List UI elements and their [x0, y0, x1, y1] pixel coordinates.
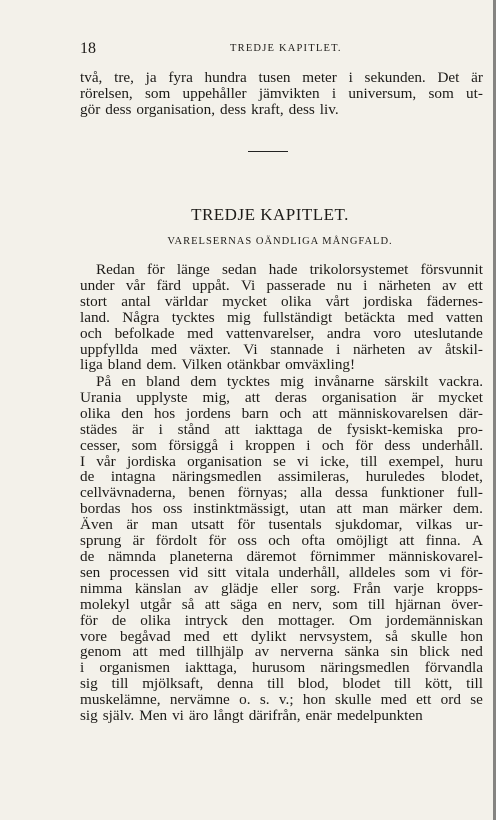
paragraph-1 — [80, 262, 483, 373]
chapter-subtitle: VARELSERNAS OÄNDLIGA MÅNGFALD. — [167, 236, 393, 247]
text-line: de intagna näringsmedlen assimileras, huruledes blodet, — [80, 468, 483, 486]
text-line: Redan för länge sedan hade trikolorsystemet försvunnit — [96, 261, 483, 278]
text-line: Även är man utsatt för tusentals sjukdomar, vilkas ur- — [80, 516, 483, 534]
text-line: städes är i stånd att iakttaga de fysiskt-kemiska pro- — [80, 420, 483, 438]
text-line: muskelämne, nervämne o. s. v.; hon skulle med ett ord se — [80, 691, 483, 709]
text-line: På en bland dem tycktes mig invånarne särskilt vackra. — [96, 373, 483, 390]
text-line: i organismen iakttaga, hurusom näringsmedlen förvandla — [80, 659, 483, 677]
page-header — [80, 42, 470, 58]
text-line: Urania upplyste mig, att deras organisation är mycket — [80, 388, 483, 406]
text-line: och befolkade med vattenvarelser, andra voro uteslutande — [80, 324, 483, 342]
text-line: genom att med tillhjälp av nerverna sänka sin blick ned — [80, 643, 483, 661]
section-divider — [248, 151, 288, 152]
text-line: cesser, som försiggå i kroppen i och för dess underhåll. — [80, 436, 483, 454]
top-paragraph — [80, 70, 483, 118]
text-line: sen processen vid sitt vitala underhåll, alldeles som vi för- — [80, 563, 483, 581]
text-line: de nämnda planeterna däremot förnimmer människovarel- — [80, 547, 483, 565]
text-line: olika den hos jordens barn och att människovarelsen där- — [80, 404, 483, 422]
chapter-title: TREDJE KAPITLET. — [191, 205, 349, 224]
text-line: nimma känslan av glädje eller sorg. Från varje kropps- — [80, 579, 483, 597]
page-number: 18 — [80, 40, 96, 57]
text-line: sig till mjölksaft, denna till blod, blodet till kött, till — [80, 675, 483, 693]
text-line: rörelsen, som uppehåller jämvikten i universum, som ut- — [80, 84, 483, 102]
text-line: molekyl utgår så att säga en nerv, som till hjärnan över- — [80, 595, 483, 613]
text-line: bordas hos oss instinktmässigt, utan att man märker dem. — [80, 500, 483, 518]
text-line: I vår jordiska organisation se vi icke, till exempel, huru — [80, 452, 483, 470]
text-line: två, tre, ja fyra hundra tusen meter i sekunden. Det är — [80, 69, 483, 86]
paragraph-2 — [80, 374, 483, 724]
text-line: vore begåvad med ett dylikt nervsystem, så skulle hon — [80, 627, 483, 645]
running-head: TREDJE KAPITLET. — [230, 43, 342, 54]
text-line: stort antal världar mycket olika vårt jordiska fädernes- — [80, 292, 483, 310]
text-line: sig själv. Men vi äro långt därifrån, enär medelpunkten — [80, 707, 423, 725]
text-line: land. Några tycktes mig fullständigt betäckta med vatten — [80, 308, 483, 326]
text-line: cellvävnaderna, benen förnyas; alla dessa funktioner full- — [80, 484, 483, 502]
text-line: sprung är fördolt för oss och ofta omöjligt att finna. A — [80, 532, 483, 550]
text-line: under vår färd uppåt. Vi passerade nu i närheten av ett — [80, 276, 483, 294]
text-line: för de olika intryck den mottager. Om jordemänniskan — [80, 611, 483, 629]
text-line: uppfyllda med växter. Vi stannade i närheten av åtskil- — [80, 340, 483, 358]
text-line: liga bland dem. Vilken otänkbar omväxling! — [80, 356, 356, 374]
text-line: gör dess organisation, dess kraft, dess liv. — [80, 100, 339, 118]
